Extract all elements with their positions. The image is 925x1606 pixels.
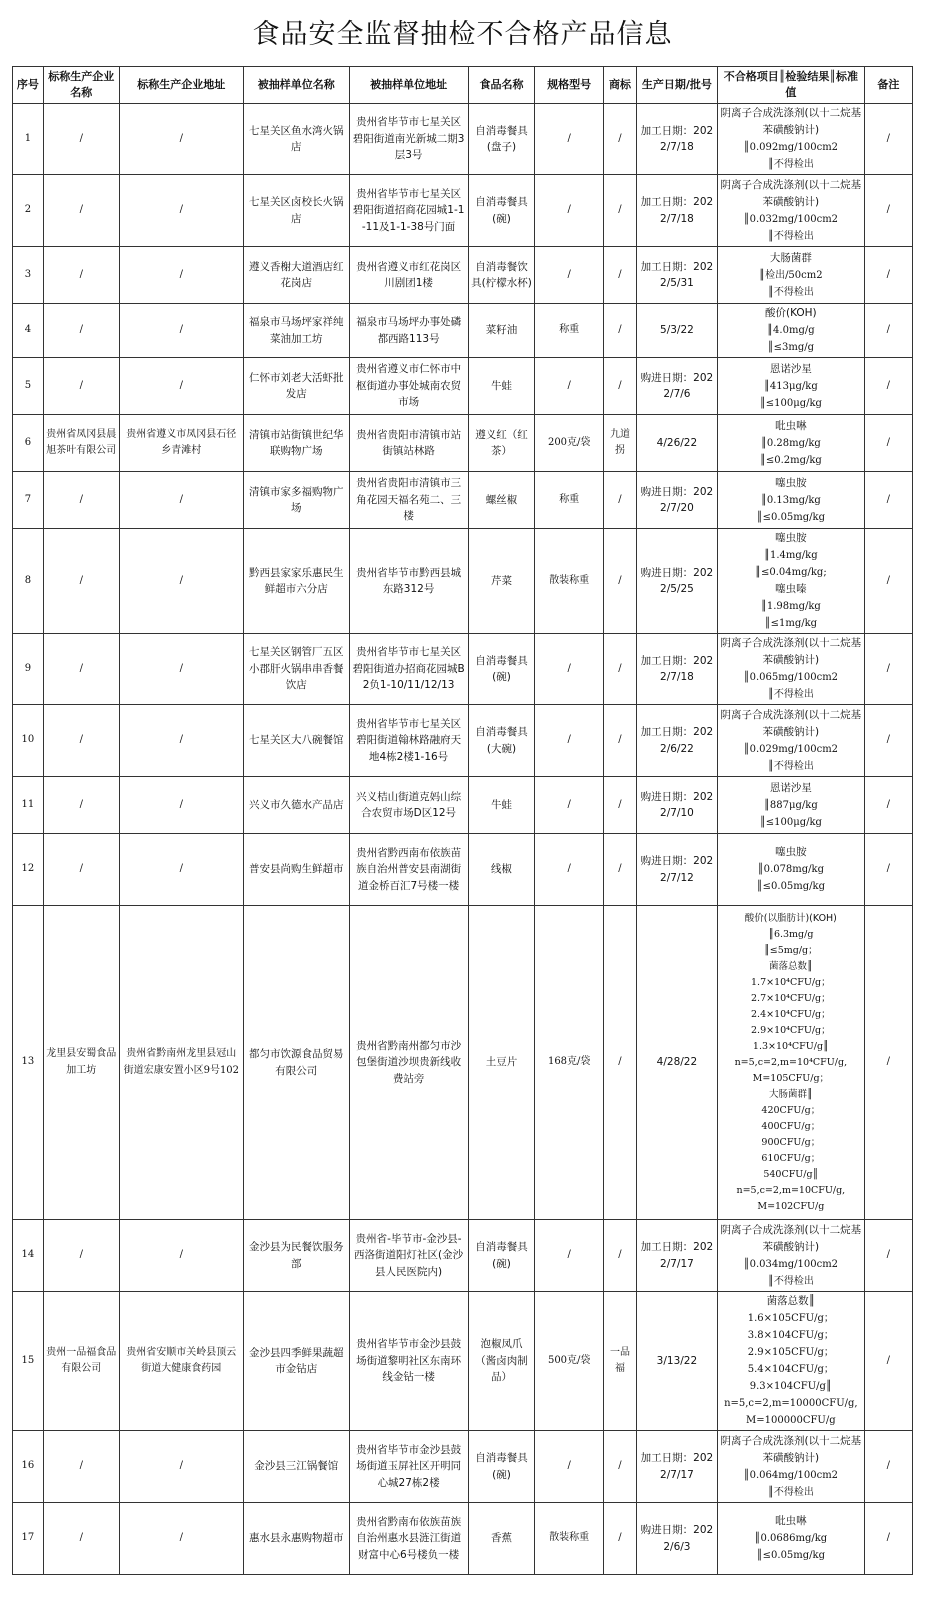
header-result: 不合格项目║检验结果║标准值: [717, 67, 864, 104]
cell-unit-name: 七星关区钢管厂五区小郡肝火锅串串香餐饮店: [243, 634, 349, 705]
result-line: M=102CFU/g: [757, 1200, 825, 1212]
result-line: 酸价(以脂肪计)(KOH): [744, 912, 837, 924]
table-row: [13, 1292, 913, 1431]
result-line: ║不得检出: [767, 760, 814, 772]
cell-mfr-name: /: [43, 1220, 119, 1292]
cell-date: 购进日期：2022/7/10: [636, 777, 717, 834]
cell-result: [717, 358, 864, 415]
cell-mfr-address: /: [119, 834, 243, 906]
result-line: 5.4×104CFU/g；: [747, 1364, 834, 1375]
result-line: ║0.13mg/kg: [760, 494, 821, 506]
cell-unit-address: 兴义桔山街道克妈山综合农贸市场D区12号: [349, 777, 468, 834]
cell-spec: /: [535, 705, 604, 777]
cell-no: 15: [13, 1292, 44, 1431]
result-line: 恩诺沙星: [769, 362, 812, 375]
cell-unit-address: 贵州省黔南布依族苗族自治州惠水县涟江街道财富中心6号楼负一楼: [349, 1503, 468, 1575]
cell-unit-address: 贵州省贵阳市清镇市站街镇站林路: [349, 415, 468, 472]
cell-result: [717, 634, 864, 705]
result-line: ║不得检出: [767, 689, 814, 700]
result-line: 1.3×10⁴CFU/g║: [752, 1040, 829, 1052]
cell-food-name: 螺丝椒: [468, 472, 535, 529]
result-line: ║4.0mg/g: [767, 325, 815, 336]
cell-date: 加工日期：2022/7/18: [636, 104, 717, 175]
table-row: [13, 634, 913, 705]
cell-spec: 168克/袋: [535, 906, 604, 1220]
result-line: 阴离子合成洗涤剂(以十二烷基苯磺酸钠计): [720, 708, 862, 738]
result-line: ║不得检出: [767, 286, 814, 298]
table-row: [13, 175, 913, 247]
cell-food-name: 自消毒餐具(碗): [468, 1431, 535, 1503]
cell-date: 购进日期：2022/7/12: [636, 834, 717, 906]
result-line: 420CFU/g；: [761, 1104, 821, 1116]
cell-spec: /: [535, 777, 604, 834]
table-row: [13, 705, 913, 777]
cell-unit-address: 贵州省毕节市七星关区碧阳街道招商花园城1-1-11及1-1-38号门面: [349, 175, 468, 247]
header-brand: 商标: [604, 67, 637, 104]
result-line: M=100000CFU/g: [746, 1415, 836, 1426]
cell-result: [717, 415, 864, 472]
result-line: 噻虫胺: [775, 532, 807, 544]
cell-note: /: [864, 104, 912, 175]
cell-date: 加工日期：2022/7/18: [636, 175, 717, 247]
cell-note: /: [864, 834, 912, 906]
result-line: 阴离子合成洗涤剂(以十二烷基苯磺酸钠计): [720, 178, 862, 208]
cell-mfr-name: /: [43, 104, 119, 175]
cell-no: 5: [13, 358, 44, 415]
cell-brand: /: [604, 472, 637, 529]
table-wrapper: [12, 66, 913, 1575]
cell-mfr-address: /: [119, 175, 243, 247]
cell-mfr-address: 贵州省安顺市关岭县顶云街道大健康食药园: [119, 1292, 243, 1431]
cell-date: 加工日期：2022/7/17: [636, 1431, 717, 1503]
result-line: 吡虫啉: [775, 419, 807, 432]
cell-unit-address: 贵州省毕节市金沙县鼓场街道黎明社区东南环线金钻一楼: [349, 1292, 468, 1431]
table-row: [13, 1503, 913, 1575]
cell-date: 4/28/22: [636, 906, 717, 1220]
cell-mfr-name: /: [43, 834, 119, 906]
cell-unit-name: 仁怀市刘老大活虾批发店: [243, 358, 349, 415]
cell-result: [717, 247, 864, 304]
cell-food-name: 自消毒餐具(碗): [468, 175, 535, 247]
cell-unit-name: 清镇市站街镇世纪华联购物广场: [243, 415, 349, 472]
cell-mfr-name: /: [43, 634, 119, 705]
cell-brand: /: [604, 834, 637, 906]
result-line: ║≤0.04mg/kg;: [754, 567, 827, 578]
cell-result: [717, 472, 864, 529]
result-line: 阴离子合成洗涤剂(以十二烷基苯磺酸钠计): [720, 637, 862, 666]
result-line: 噻虫胺: [775, 846, 807, 858]
result-line: ║1.4mg/kg: [764, 550, 818, 561]
result-line: 1.6×105CFU/g；: [747, 1313, 834, 1324]
cell-food-name: 牛蛙: [468, 777, 535, 834]
cell-mfr-name: /: [43, 472, 119, 529]
cell-mfr-name: /: [43, 304, 119, 358]
header-date: 生产日期/批号: [636, 67, 717, 104]
cell-no: 7: [13, 472, 44, 529]
cell-mfr-name: /: [43, 247, 119, 304]
cell-unit-address: 贵州省毕节市七星关区碧阳街道办招商花园城B2负1-10/11/12/13: [349, 634, 468, 705]
cell-note: /: [864, 777, 912, 834]
cell-unit-name: 金沙县四季鲜果蔬超市金钻店: [243, 1292, 349, 1431]
result-line: 900CFU/g；: [761, 1136, 821, 1148]
cell-brand: /: [604, 906, 637, 1220]
cell-mfr-address: /: [119, 104, 243, 175]
cell-no: 10: [13, 705, 44, 777]
cell-no: 2: [13, 175, 44, 247]
cell-note: /: [864, 1431, 912, 1503]
table-row: [13, 906, 913, 1220]
cell-mfr-name: 贵州省凤冈县晨旭茶叶有限公司: [43, 415, 119, 472]
header-spec: 规格型号: [535, 67, 604, 104]
cell-note: /: [864, 906, 912, 1220]
cell-mfr-name: /: [43, 175, 119, 247]
cell-mfr-address: /: [119, 472, 243, 529]
cell-mfr-name: 贵州一品福食品有限公司: [43, 1292, 119, 1431]
cell-no: 6: [13, 415, 44, 472]
cell-date: 加工日期：2022/5/31: [636, 247, 717, 304]
cell-unit-name: 兴义市久德水产品店: [243, 777, 349, 834]
cell-brand: /: [604, 634, 637, 705]
cell-brand: /: [604, 1503, 637, 1575]
cell-no: 4: [13, 304, 44, 358]
cell-note: /: [864, 358, 912, 415]
cell-brand: /: [604, 1220, 637, 1292]
result-line: ║≤0.05mg/kg: [756, 881, 826, 892]
cell-unit-name: 惠水县永惠购物超市: [243, 1503, 349, 1575]
result-line: ║0.032mg/100cm2: [743, 213, 839, 225]
result-line: 菌落总数║: [768, 960, 813, 972]
cell-food-name: 牛蛙: [468, 358, 535, 415]
cell-note: /: [864, 529, 912, 634]
cell-result: [717, 906, 864, 1220]
cell-note: /: [864, 1503, 912, 1575]
cell-spec: /: [535, 1220, 604, 1292]
cell-food-name: 芹菜: [468, 529, 535, 634]
cell-date: 购进日期：2022/6/3: [636, 1503, 717, 1575]
cell-date: 购进日期：2022/7/20: [636, 472, 717, 529]
cell-spec: 散装称重: [535, 1503, 604, 1575]
cell-date: 4/26/22: [636, 415, 717, 472]
cell-spec: 500克/袋: [535, 1292, 604, 1431]
header-mfr-address: 标称生产企业地址: [119, 67, 243, 104]
cell-note: /: [864, 175, 912, 247]
result-line: 大肠菌群: [769, 251, 812, 264]
table-row: [13, 777, 913, 834]
cell-food-name: 泡椒凤爪（酱卤肉制品）: [468, 1292, 535, 1431]
result-line: 阴离子合成洗涤剂(以十二烷基苯磺酸钠计): [720, 1434, 862, 1464]
result-line: 菌落总数║: [766, 1295, 815, 1307]
result-line: 阴离子合成洗涤剂(以十二烷基苯磺酸钠计): [720, 1223, 862, 1253]
header-food-name: 食品名称: [468, 67, 535, 104]
cell-brand: /: [604, 304, 637, 358]
table-row: [13, 247, 913, 304]
cell-result: [717, 1503, 864, 1575]
cell-unit-name: 黔西县家家乐惠民生鲜超市六分店: [243, 529, 349, 634]
cell-note: /: [864, 247, 912, 304]
result-line: ║1.98mg/kg: [760, 601, 821, 612]
table-row: [13, 1220, 913, 1292]
cell-food-name: 自消毒餐具(盘子): [468, 104, 535, 175]
cell-no: 16: [13, 1431, 44, 1503]
cell-unit-name: 普安县尚购生鲜超市: [243, 834, 349, 906]
cell-note: /: [864, 1292, 912, 1431]
result-line: ║≤0.05mg/kg: [756, 1550, 826, 1561]
cell-unit-address: 贵州省贵阳市清镇市三角花园天福名苑二、三楼: [349, 472, 468, 529]
cell-result: [717, 529, 864, 634]
cell-no: 12: [13, 834, 44, 906]
result-line: ║0.092mg/100cm2: [743, 142, 839, 153]
result-line: ║≤3mg/g: [767, 342, 815, 353]
unqualified-products-table: [12, 66, 913, 1575]
cell-mfr-name: /: [43, 529, 119, 634]
table-row: [13, 358, 913, 415]
cell-brand: 一品福: [604, 1292, 637, 1431]
result-line: ║≤100μg/kg: [759, 397, 822, 409]
cell-mfr-name: /: [43, 1503, 119, 1575]
result-line: ║413μg/kg: [763, 380, 818, 392]
table-row: [13, 834, 913, 906]
cell-mfr-address: /: [119, 529, 243, 634]
cell-mfr-address: 贵州省遵义市凤冈县石径乡青滩村: [119, 415, 243, 472]
cell-mfr-address: 贵州省黔南州龙里县冠山街道宏康安置小区9号102: [119, 906, 243, 1220]
cell-result: [717, 1292, 864, 1431]
cell-result: [717, 705, 864, 777]
cell-date: 加工日期：2022/6/22: [636, 705, 717, 777]
result-line: 2.7×10⁴CFU/g；: [751, 992, 831, 1004]
cell-spec: 称重: [535, 304, 604, 358]
cell-spec: 称重: [535, 472, 604, 529]
cell-note: /: [864, 705, 912, 777]
cell-result: [717, 1220, 864, 1292]
cell-mfr-address: /: [119, 1220, 243, 1292]
cell-unit-name: 遵义香榭大道酒店红花岗店: [243, 247, 349, 304]
cell-unit-name: 七星关区鱼水湾火锅店: [243, 104, 349, 175]
cell-brand: /: [604, 777, 637, 834]
table-row: [13, 1431, 913, 1503]
cell-food-name: 自消毒餐饮具(柠檬水杯): [468, 247, 535, 304]
table-row: [13, 104, 913, 175]
cell-unit-address: 福泉市马场坪办事处磷都西路113号: [349, 304, 468, 358]
cell-no: 14: [13, 1220, 44, 1292]
table-row: [13, 304, 913, 358]
result-line: 噻虫嗪: [775, 583, 807, 595]
cell-note: /: [864, 634, 912, 705]
result-line: ║0.034mg/100cm2: [743, 1258, 839, 1270]
table-row: [13, 472, 913, 529]
cell-brand: /: [604, 247, 637, 304]
cell-food-name: 自消毒餐具(碗): [468, 1220, 535, 1292]
table-body: [13, 104, 913, 1575]
result-line: 酸价(KOH): [764, 307, 817, 319]
cell-spec: /: [535, 104, 604, 175]
result-line: 540CFU/g║: [763, 1168, 819, 1180]
cell-no: 8: [13, 529, 44, 634]
result-line: ║不得检出: [767, 1275, 814, 1287]
cell-unit-address: 贵州省毕节市金沙县鼓场街道玉屏社区开明同心城27栋2楼: [349, 1431, 468, 1503]
result-line: 9.3×104CFU/g║: [749, 1381, 832, 1392]
cell-unit-address: 贵州省遵义市仁怀市中枢街道办事处城南农贸市场: [349, 358, 468, 415]
cell-brand: /: [604, 104, 637, 175]
cell-food-name: 菜籽油: [468, 304, 535, 358]
result-line: ║0.064mg/100cm2: [743, 1469, 839, 1481]
result-line: ║0.029mg/100cm2: [743, 743, 839, 755]
cell-food-name: 遵义红（红茶）: [468, 415, 535, 472]
cell-unit-address: 贵州省黔西南布依族苗族自治州普安县南湖街道金桥百汇7号楼一楼: [349, 834, 468, 906]
cell-food-name: 自消毒餐具(大碗): [468, 705, 535, 777]
cell-food-name: 香蕉: [468, 1503, 535, 1575]
cell-date: 3/13/22: [636, 1292, 717, 1431]
cell-mfr-name: /: [43, 705, 119, 777]
result-line: n=5,c=2,m=10CFU/g,: [736, 1184, 846, 1196]
result-line: ║0.078mg/kg: [757, 864, 825, 875]
cell-spec: 200克/袋: [535, 415, 604, 472]
result-line: ║6.3mg/g: [768, 928, 814, 940]
cell-mfr-name: /: [43, 1431, 119, 1503]
cell-spec: /: [535, 1431, 604, 1503]
cell-mfr-address: /: [119, 705, 243, 777]
cell-no: 11: [13, 777, 44, 834]
cell-result: [717, 104, 864, 175]
result-line: ║0.065mg/100cm2: [743, 672, 839, 683]
result-line: ║≤1mg/kg: [764, 618, 818, 629]
cell-mfr-address: /: [119, 777, 243, 834]
cell-unit-name: 金沙县为民餐饮服务部: [243, 1220, 349, 1292]
result-line: ║不得检出: [767, 159, 814, 170]
cell-note: /: [864, 1220, 912, 1292]
cell-brand: /: [604, 529, 637, 634]
result-line: 400CFU/g；: [761, 1120, 821, 1132]
cell-no: 13: [13, 906, 44, 1220]
cell-spec: /: [535, 634, 604, 705]
result-line: ║887μg/kg: [763, 799, 818, 811]
cell-note: /: [864, 472, 912, 529]
result-line: ║≤0.2mg/kg: [759, 454, 822, 466]
result-line: ║≤5mg/g；: [764, 944, 818, 956]
result-line: 恩诺沙星: [769, 781, 812, 794]
cell-mfr-address: /: [119, 247, 243, 304]
result-line: M=105CFU/g；: [752, 1072, 830, 1084]
header-no: 序号: [13, 67, 44, 104]
cell-no: 9: [13, 634, 44, 705]
result-line: 吡虫啉: [775, 1515, 807, 1527]
header-note: 备注: [864, 67, 912, 104]
header-unit-name: 被抽样单位名称: [243, 67, 349, 104]
result-line: 2.9×10⁴CFU/g；: [751, 1024, 831, 1036]
result-line: n=5,c=2,m=10⁴CFU/g,: [734, 1056, 848, 1068]
cell-note: /: [864, 304, 912, 358]
cell-mfr-address: /: [119, 304, 243, 358]
cell-spec: /: [535, 247, 604, 304]
cell-date: 购进日期：2022/7/6: [636, 358, 717, 415]
cell-no: 3: [13, 247, 44, 304]
cell-date: 加工日期：2022/7/18: [636, 634, 717, 705]
cell-unit-name: 都匀市饮源食品贸易有限公司: [243, 906, 349, 1220]
cell-unit-name: 福泉市马场坪家祥纯菜油加工坊: [243, 304, 349, 358]
cell-unit-name: 金沙县三江锅餐馆: [243, 1431, 349, 1503]
result-line: ║检出/50cm2: [759, 269, 823, 281]
cell-no: 1: [13, 104, 44, 175]
cell-mfr-address: /: [119, 1431, 243, 1503]
cell-unit-name: 七星关区卤校长火锅店: [243, 175, 349, 247]
cell-mfr-name: 龙里县安蜀食品加工坊: [43, 906, 119, 1220]
result-line: 3.8×104CFU/g；: [747, 1330, 834, 1341]
header-row: [13, 67, 913, 104]
cell-result: [717, 175, 864, 247]
cell-result: [717, 834, 864, 906]
cell-brand: 九道拐: [604, 415, 637, 472]
cell-mfr-name: /: [43, 358, 119, 415]
cell-unit-address: 贵州省-毕节市-金沙县-西洛街道阳灯社区(金沙县人民医院内): [349, 1220, 468, 1292]
cell-spec: 散装称重: [535, 529, 604, 634]
cell-date: 加工日期：2022/7/17: [636, 1220, 717, 1292]
cell-food-name: 土豆片: [468, 906, 535, 1220]
result-line: 1.7×10⁴CFU/g；: [751, 976, 831, 988]
table-row: [13, 415, 913, 472]
cell-spec: /: [535, 834, 604, 906]
cell-mfr-address: /: [119, 634, 243, 705]
cell-spec: /: [535, 175, 604, 247]
cell-result: [717, 777, 864, 834]
result-line: ║0.28mg/kg: [760, 437, 821, 449]
cell-unit-address: 贵州省黔南州都匀市沙包堡街道沙坝贵新线收费站旁: [349, 906, 468, 1220]
cell-brand: /: [604, 175, 637, 247]
header-mfr-name: 标称生产企业名称: [43, 67, 119, 104]
cell-mfr-address: /: [119, 358, 243, 415]
cell-unit-address: 贵州省毕节市黔西县城东路312号: [349, 529, 468, 634]
cell-food-name: 自消毒餐具(碗): [468, 634, 535, 705]
result-line: ║0.0686mg/kg: [754, 1533, 828, 1544]
cell-brand: /: [604, 1431, 637, 1503]
result-line: 610CFU/g；: [761, 1152, 821, 1164]
cell-unit-address: 贵州省遵义市红花岗区川剧团1楼: [349, 247, 468, 304]
result-line: 2.9×105CFU/g；: [747, 1347, 834, 1358]
cell-spec: /: [535, 358, 604, 415]
cell-result: [717, 304, 864, 358]
cell-brand: /: [604, 358, 637, 415]
cell-unit-name: 清镇市家多福购物广场: [243, 472, 349, 529]
cell-unit-name: 七星关区大八碗餐馆: [243, 705, 349, 777]
cell-unit-address: 贵州省毕节市七星关区碧阳街道翰林路融府天地4栋2楼1-16号: [349, 705, 468, 777]
result-line: 噻虫胺: [775, 476, 807, 489]
cell-result: [717, 1431, 864, 1503]
result-line: 2.4×10⁴CFU/g；: [751, 1008, 831, 1020]
result-line: ║不得检出: [767, 1486, 814, 1498]
result-line: ║不得检出: [767, 230, 814, 242]
result-line: n=5,c=2,m=10000CFU/g,: [724, 1398, 858, 1409]
cell-no: 17: [13, 1503, 44, 1575]
cell-note: /: [864, 415, 912, 472]
cell-date: 5/3/22: [636, 304, 717, 358]
result-line: ║≤100μg/kg: [759, 816, 822, 828]
cell-unit-address: 贵州省毕节市七星关区碧阳街道南光新城二期3层3号: [349, 104, 468, 175]
result-line: ║≤0.05mg/kg: [756, 511, 826, 523]
cell-mfr-address: /: [119, 1503, 243, 1575]
result-line: 大肠菌群║: [768, 1088, 813, 1100]
header-unit-address: 被抽样单位地址: [349, 67, 468, 104]
cell-date: 购进日期：2022/5/25: [636, 529, 717, 634]
cell-food-name: 线椒: [468, 834, 535, 906]
table-row: [13, 529, 913, 634]
cell-mfr-name: /: [43, 777, 119, 834]
result-line: 阴离子合成洗涤剂(以十二烷基苯磺酸钠计): [720, 107, 862, 136]
page-title: 食品安全监督抽检不合格产品信息: [252, 19, 673, 50]
cell-brand: /: [604, 705, 637, 777]
